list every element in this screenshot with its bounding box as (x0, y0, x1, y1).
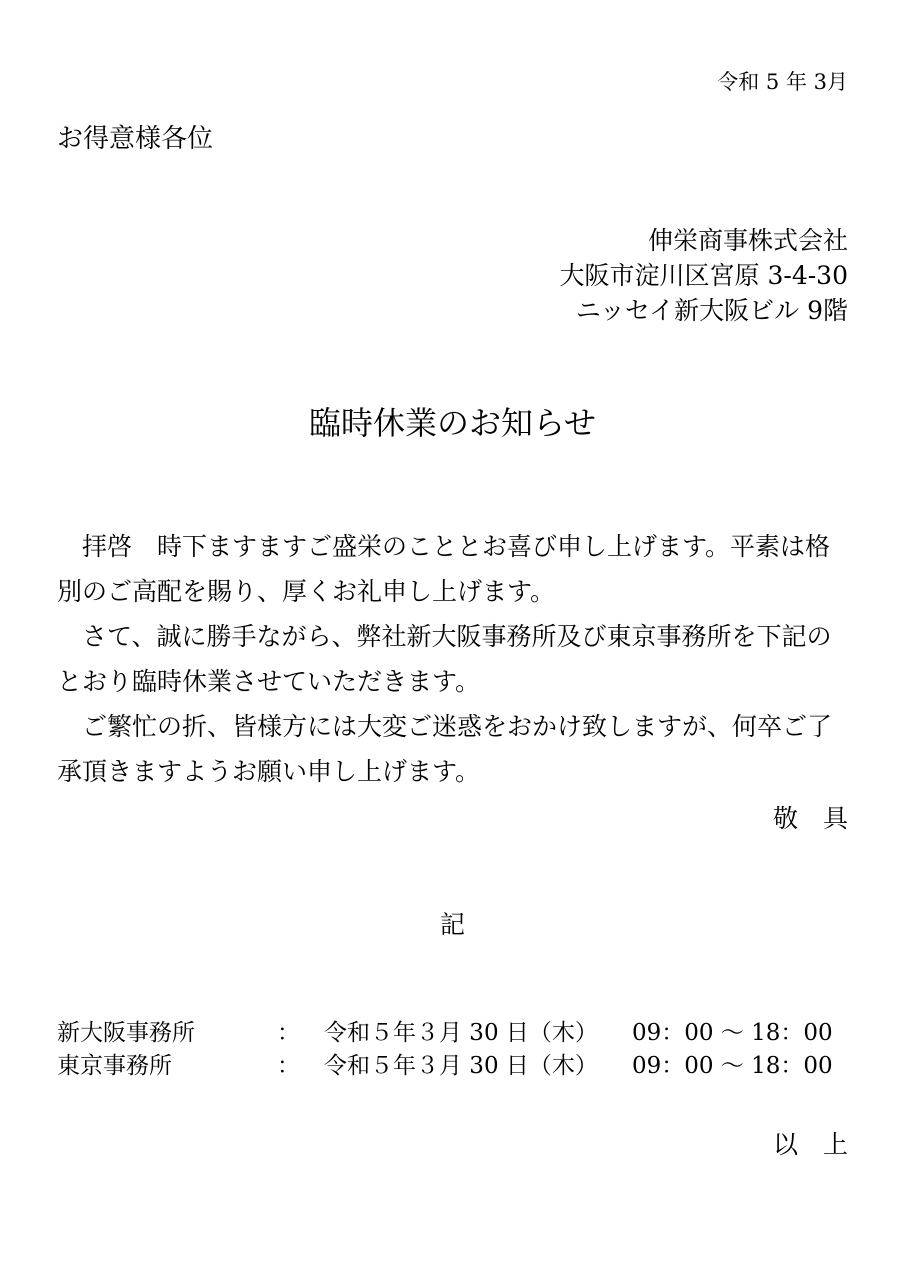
document-date: 令和 5 年 3月 (717, 70, 848, 94)
schedule-row (57, 1047, 833, 1080)
ki-heading: 記 (439, 910, 465, 939)
schedule-row (57, 1014, 833, 1047)
body-paragraph: ご繁忙の折、皆様方には大変ご迷惑をおかけ致しますが、何卒ご了承頂きますようお願い申し上げます。 (57, 712, 833, 786)
schedule-office: 東京事務所 (57, 1053, 172, 1079)
schedule-colon: ： (277, 1053, 300, 1079)
body-paragraph: 拝啓 時下ますますご盛栄のこととお喜び申し上げます。平素は格別のご高配を賜り、厚くお礼申し上げます。 (57, 532, 831, 606)
schedule-date: 令和５年３月 30 日（木） (324, 1020, 598, 1046)
end-mark: 以 上 (772, 1130, 848, 1159)
sender-building: ニッセイ新大阪ビル 9階 (575, 296, 848, 325)
schedule-office: 新大阪事務所 (57, 1020, 195, 1046)
sender-address: 大阪市淀川区宮原 3-4-30 (559, 261, 848, 290)
schedule-colon: ： (277, 1020, 300, 1046)
body-text (57, 524, 850, 794)
body-paragraph: さて、誠に勝手ながら、弊社新大阪事務所及び東京事務所を下記のとおり臨時休業させていただきます。 (57, 622, 832, 696)
recipient-line: お得意様各位 (57, 124, 214, 154)
schedule-date: 令和５年３月 30 日（木） (324, 1053, 598, 1079)
schedule-time: 09：00 〜 18：00 (632, 1053, 833, 1079)
document-title: 臨時休業のお知らせ (308, 404, 597, 442)
closing-keigu: 敬 具 (772, 804, 848, 833)
sender-company: 伸栄商事株式会社 (647, 226, 848, 255)
schedule-time: 09：00 〜 18：00 (632, 1020, 833, 1046)
